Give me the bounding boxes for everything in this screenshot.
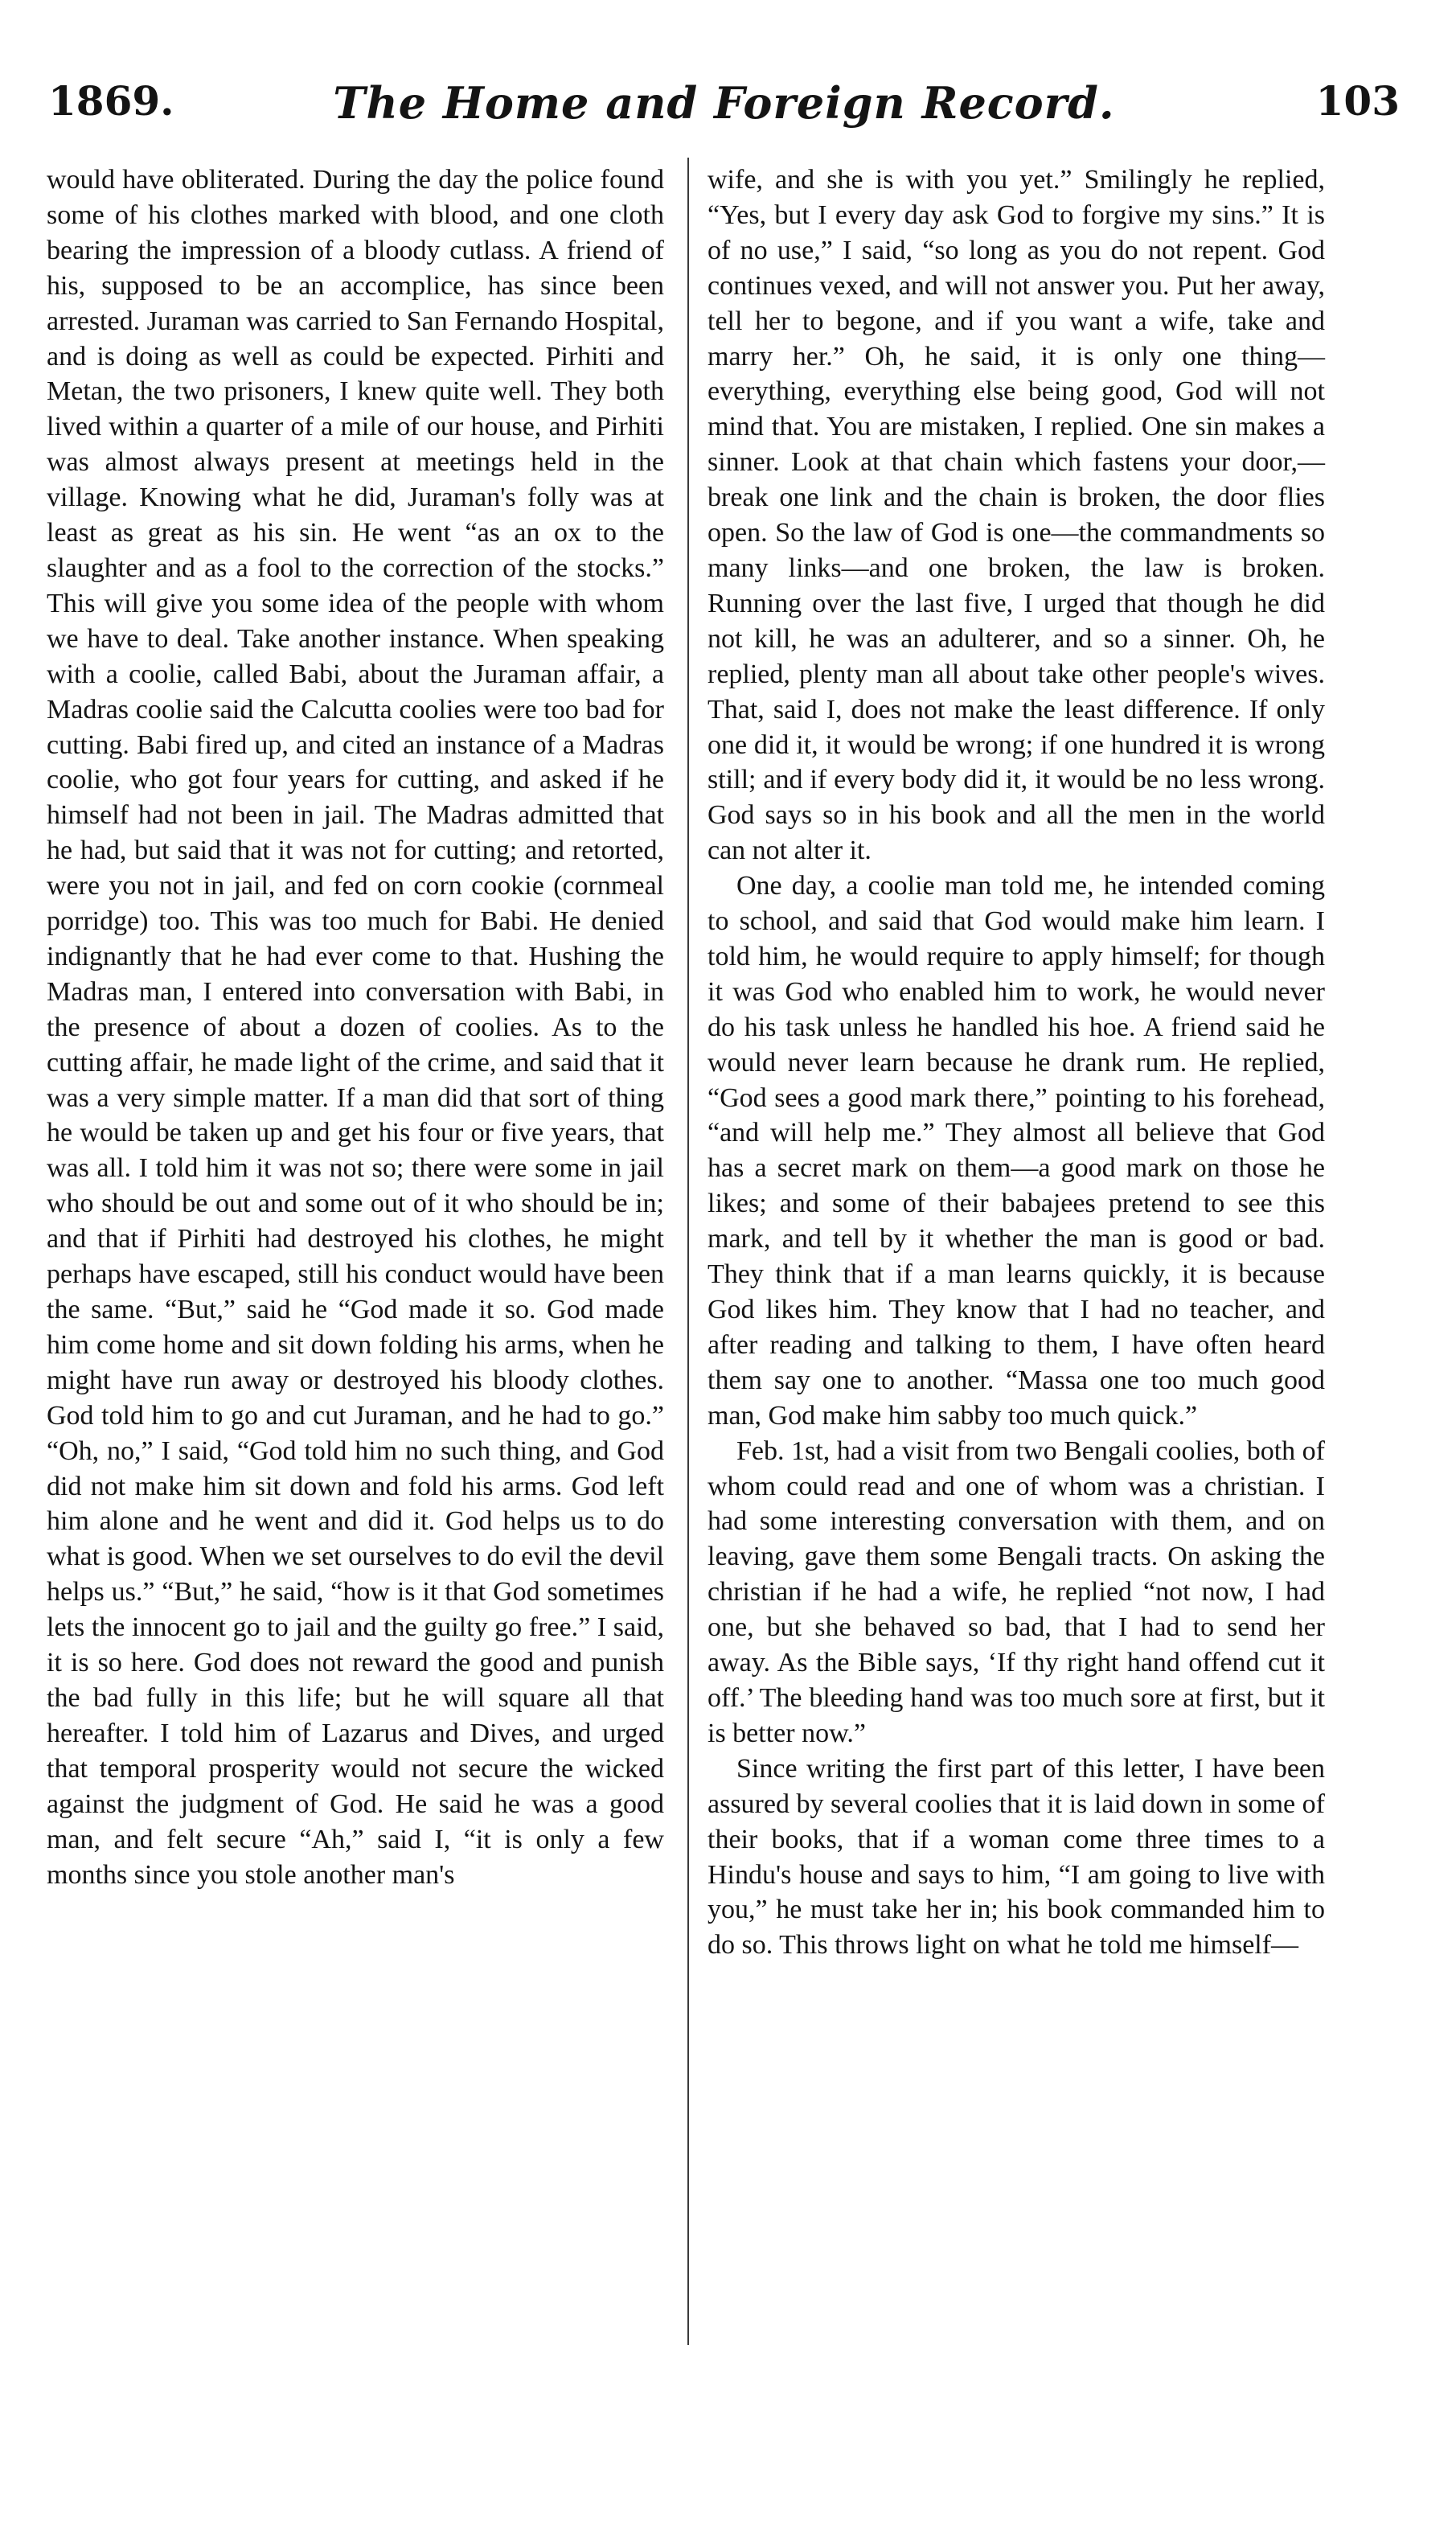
paragraph: Feb. 1st, had a visit from two Bengali coolies, both of whom could read and one of whom was a christian. I had some interesting conversation with them, and on leaving, gave them some Bengali tracts. On asking the christian if he had a wife, he replied “not now, I had one, but she behaved so bad, that I had to send her away. As the Bible says, ‘If thy right hand offend cut it off.’ The bleeding hand was too much sore at first, but it is better now.” (707, 1435, 1325, 1748)
paragraph: Since writing the first part of this letter, I have been assured by several coolies that it is laid down in some of their books, that if a woman come three times to a Hindu's house and says to him, “I am going to live with you,” he must take her in; his book commanded him to do so. This throws light on what he told me himself— (707, 1753, 1325, 1961)
running-header (48, 77, 1400, 142)
left-column (47, 162, 664, 1892)
header-year: 1869. (48, 77, 174, 125)
paragraph: One day, a coolie man told me, he intended coming to school, and said that God would make him learn. I told him, he would require to apply himself; for though it was God who enabled him to work, he would never do his task unless he handled his hoe. A friend said he would never learn because he drank rum. He replied, “God sees a good mark there,” pointing to his forehead, “and will help me.” They almost all believe that God has a secret mark on them—a good mark on those he likes; and some of their babajees pretend to see this mark, and tell by it whether the man is good or bad. They think that if a man learns quickly, it is because God likes him. They know that I had no teacher, and after reading and talking to them, I have often heard them say one to another. “Massa one too much good man, God make him sabby too much quick.” (707, 871, 1325, 1431)
paragraph: would have obliterated. During the day the police found some of his clothes marked with blood, and one cloth bearing the impression of a bloody cutlass. A friend of his, supposed to be an accomplice, has since been arrested. Juraman was carried to San Fernando Hospital, and is doing as well as could be expected. Pirhiti and Metan, the two prisoners, I knew quite well. They both lived within a quarter of a mile of our house, and Pirhiti was almost always present at meetings held in the village. Knowing what he did, Juraman's folly was at least as great as his sin. He went “as an ox to the slaughter and as a fool to the correction of the stocks.” This will give you some idea of the people with whom we have to deal. Take another instance. When speaking with a coolie, called Babi, about the Juraman affair, a Madras coolie said the Calcutta coolies were too bad for cutting. Babi fired up, and cited an instance of a Madras coolie, who got four years for cutting, and asked if he himself had not been in jail. The Madras admitted that he had, but said that it was not for cutting; and retorted, were you not in jail, and fed on corn cookie (cornmeal porridge) too. This was too much for Babi. He denied indignantly that he had ever come to that. Hushing the Madras man, I entered into conversation with Babi, in the presence of about a dozen of coolies. As to the cutting affair, he made light of the crime, and said that it was a very simple matter. If a man did that sort of thing he would be taken up and get his four or five years, that was all. I told him it was not so; there were some in jail who should be out and some out of it who should be in; and that if Pirhiti had destroyed his clothes, he might perhaps have escaped, still his conduct would have been the same. “But,” said he “God made it so. God made him come home and sit down folding his arms, when he might have run away or destroyed his bloody clothes. God told him to go and cut Juraman, and he had to go.” “Oh, no,” I said, “God told him no such thing, and God did not make him sit down and fold his arms. God left him alone and he went and did it. God helps us to do what is good. When we set ourselves to do evil the devil helps us.” “But,” he said, “how is it that God sometimes lets the innocent go to jail and the guilty go free.” I said, it is so here. God does not reward the good and punish the bad fully in this life; but he will square all that hereafter. I told him of Lazarus and Dives, and urged that temporal prosperity would not secure the wicked against the judgment of God. He said he was a good man, and felt secure “Ah,” said I, “it is only a few months since you stole another man's (47, 165, 664, 1890)
paragraph: wife, and she is with you yet.” Smilingly he replied, “Yes, but I every day ask God to forgive my sins.” It is of no use,” I said, “so long as you do not repent. God continues vexed, and will not answer you. Put her away, tell her to begone, and if you want a wife, take and marry her.” Oh, he said, it is only one thing—everything, everything else being good, God will not mind that. You are mistaken, I replied. One sin makes a sinner. Look at that chain which fastens your door,—break one link and the chain is broken, the door flies open. So the law of God is one—the commandments so many links—and one broken, the law is broken. Running over the last five, I urged that though he did not kill, he was an adulterer, and so a sinner. Oh, he replied, plenty man all about take other people's wives. That, said I, does not make the least difference. If only one did it, it would be wrong; if one hundred it is wrong still; and if every body did it, it would be no less wrong. God says so in his book and all the men in the world can not alter it. (707, 165, 1325, 866)
header-title: The Home and Foreign Record. (333, 77, 1115, 129)
right-column (707, 162, 1325, 1963)
header-page-number: 103 (1315, 77, 1400, 125)
column-divider (687, 158, 689, 2345)
